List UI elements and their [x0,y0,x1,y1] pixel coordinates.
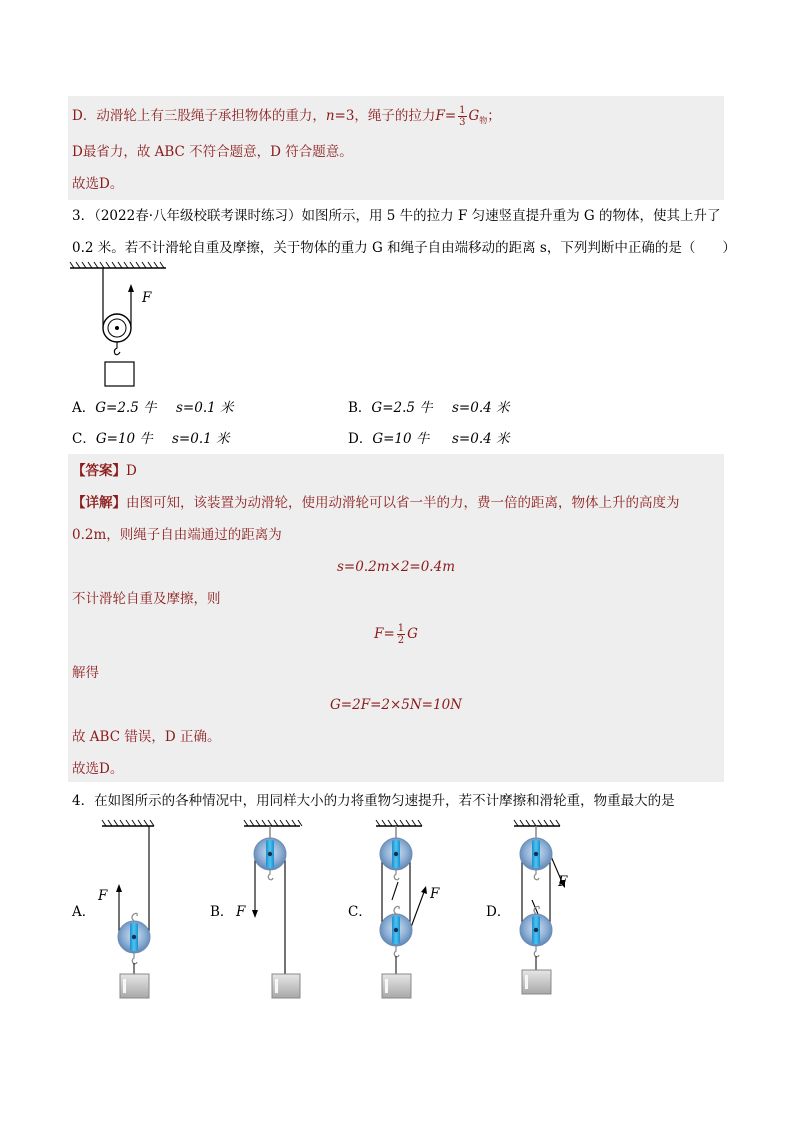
q4-figure-c [372,820,452,1002]
q3-formula-distance: s=0.2m×2=0.4m [337,559,455,575]
q3-option-c-label: C． [72,431,96,447]
q3-option-d-s: s=0.4 米 [452,431,510,447]
detail-tag: 【详解】 [72,495,126,511]
q3-pulley-figure [68,262,178,392]
fraction-one-half: $\frac{1}{2}$ [397,623,405,646]
q4-figure-b [240,820,310,1002]
q4-stem: 4．在如图所示的各种情况中，用同样大小的力将重物匀速提升，若不计摩擦和滑轮重，物重最大的是 [72,793,675,809]
q3-stem-line1: 3．（2022春·八年级校联考课时练习）如图所示，用 5 牛的拉力 F 匀速竖直提升重为 G 的物体，使其上升了 [72,208,721,224]
answer-tag: 【答案】 [72,463,126,479]
q3-no-friction-line: 不计滑轮自重及摩擦，则 [72,591,221,607]
q4-label-c: C． [348,904,372,920]
q4-figure-a [96,820,166,1002]
q3-option-d: D．G=10 牛 [348,431,430,447]
q3-option-a-s: s=0.1 米 [176,400,234,416]
q3-detail-line2: 0.2m，则绳子自由端通过的距离为 [72,527,282,543]
q3-detail-line1: 【详解】由图可知，该装置为动滑轮，使用动滑轮可以省一半的力，费一倍的距离，物体上升的高度为 [72,495,680,511]
q3-option-a: A．G=2.5 牛 [72,400,157,416]
q4-a-force-label: F [98,888,108,904]
q3-option-c: C．G=10 牛 [72,431,153,447]
q3-option-b-label: B． [348,400,372,416]
q3-solve-label: 解得 [72,665,99,681]
q3-formula-force: F= $\frac{1}{2}$ G [374,623,418,646]
q3-option-a-label: A． [72,400,96,416]
q4-c-force-label: F [430,886,440,902]
q4-label-d: D． [486,904,511,920]
q3-conclusion: 故 ABC 错误，D 正确。 [72,729,221,745]
q3-option-b: B．G=2.5 牛 [348,400,433,416]
prev-choice: 故选D。 [72,176,124,192]
q3-option-d-label: D． [348,431,373,447]
fraction-one-third: $\frac{1}{3}$ [459,105,466,128]
q3-stem-line2: 0.2 米。若不计滑轮自重及摩擦，关于物体的重力 G 和绳子自由端移动的距离 s，下列判断中正确的是（ ） [72,240,736,256]
q4-d-force-label: F [558,874,568,890]
q3-figure-force-label: F [142,290,152,306]
q3-formula-weight: G=2F=2×5N=10N [330,697,462,713]
q3-choice: 故选D。 [72,761,124,777]
q3-option-b-s: s=0.4 米 [452,400,510,416]
q4-b-force-label: F [236,904,246,920]
q4-label-b: B． [210,904,234,920]
q4-figure-d [510,820,590,1002]
q3-option-c-s: s=0.1 米 [172,431,230,447]
prev-conclusion: D最省力，故 ABC 不符合题意，D 符合题意。 [72,144,353,160]
q3-answer: 【答案】D [72,463,137,479]
q4-label-a: A． [72,904,96,920]
option-d-explanation: D．动滑轮上有三股绳子承担物体的重力，n=3，绳子的拉力F= $\frac{1}{3}$ $G_物$； [72,105,501,128]
